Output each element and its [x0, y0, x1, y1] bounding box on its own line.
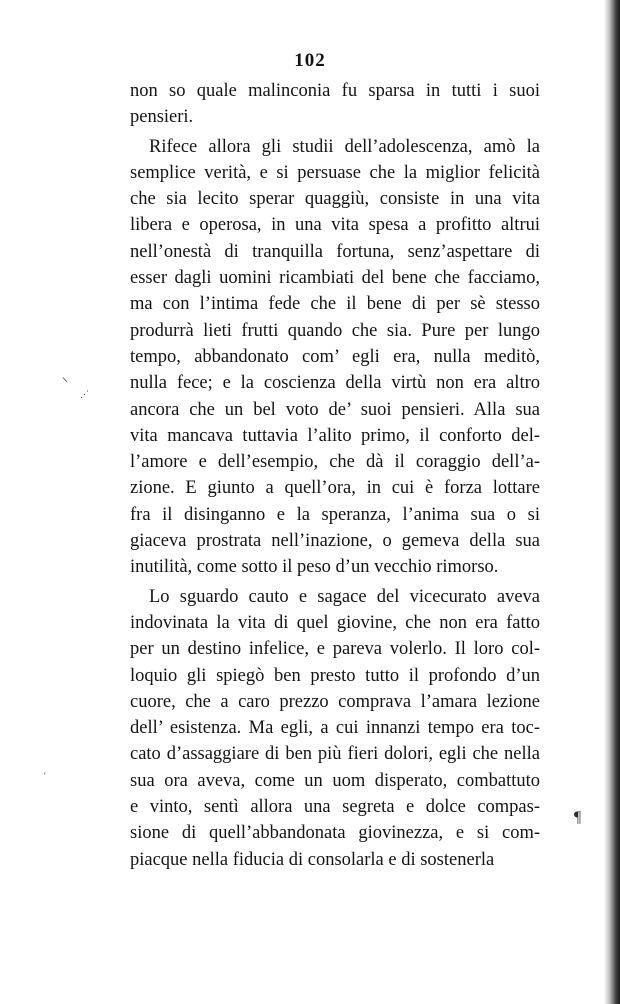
- paragraph-3: [130, 584, 540, 873]
- text-line: che sia lecito sperar quaggiù, consiste in una vita: [130, 189, 540, 210]
- text-line: Rifece allora gli studii dell’adolescenza, amò la: [149, 136, 540, 157]
- text-line: Lo sguardo cauto e sagace del vicecurato aveva: [149, 586, 540, 607]
- text-line: e vinto, sentì allora una segreta e dolce compas-: [130, 797, 540, 818]
- text-line: vita mancava tuttavia l’alito primo, il conforto del-: [130, 425, 540, 446]
- text-line: produrrà lieti frutti quando che sia. Pure per lungo: [130, 320, 540, 341]
- text-line: per un destino infelice, e pareva volerlo. Il loro col-: [130, 639, 540, 660]
- text-line: libera e operosa, in una vita spesa a profitto altrui: [130, 215, 540, 236]
- text-line: semplice verità, e si persuase che la miglior felicità: [130, 162, 540, 183]
- text-line: nulla fece; e la coscienza della virtù non era altro: [130, 373, 540, 394]
- scan-speck-mark: ': [44, 771, 46, 781]
- page-body-text: [130, 78, 540, 873]
- text-line: nell’onestà di tranquilla fortuna, senz’aspettare di: [130, 241, 540, 262]
- page-edge-shadow: [604, 0, 620, 1004]
- text-line: cato d’assaggiare di ben più fieri dolori, egli che nella: [130, 744, 540, 765]
- text-line: l’amore e dell’esempio, che dà il coraggio dell’a-: [130, 452, 540, 473]
- scan-speck-mark: ¶: [574, 809, 582, 826]
- text-line: piacque nella fiducia di consolarla e di sostenerla: [130, 849, 495, 870]
- text-line: zione. E giunto a quell’ora, in cui è forza lottare: [130, 478, 540, 499]
- text-line: fra il disinganno e la speranza, l’anima sua o si: [130, 504, 540, 525]
- text-line: pensieri.: [130, 107, 194, 128]
- text-line: sua ora aveva, come un uom disperato, combattuto: [130, 770, 540, 791]
- text-line: giaceva prostrata nell’inazione, o gemeva della sua: [130, 531, 540, 552]
- text-line: indovinata la vita di quel giovine, che non era fatto: [130, 612, 540, 633]
- page-number: 102: [294, 50, 326, 71]
- paragraph-2: [130, 134, 540, 581]
- scan-speck-mark: ⸌: [62, 375, 69, 389]
- text-line: dell’ esistenza. Ma egli, a cui innanzi tempo era toc-: [130, 718, 540, 739]
- text-line: loquio gli spiegò ben presto tutto il profondo d’un: [130, 665, 540, 686]
- text-line: esser dagli uomini ricambiati del bene che facciamo,: [130, 268, 540, 289]
- text-line: sione di quell’abbandonata giovinezza, e si com-: [130, 823, 540, 844]
- text-line: inutilità, come sotto il peso d’un vecchio rimorso.: [130, 557, 499, 578]
- text-line: non so quale malinconia fu sparsa in tutti i suoi: [130, 81, 540, 101]
- text-line: tempo, abbandonato com’ egli era, nulla meditò,: [130, 346, 540, 367]
- scan-speck-mark: ⋰: [80, 389, 89, 399]
- text-line: ma con l’intima fede che il bene di per sè stesso: [130, 294, 540, 315]
- text-line: ancora che un bel voto de’ suoi pensieri. Alla sua: [130, 399, 540, 420]
- text-line: cuore, che a caro prezzo comprava l’amara lezione: [130, 691, 540, 712]
- paragraph-1: [130, 78, 540, 131]
